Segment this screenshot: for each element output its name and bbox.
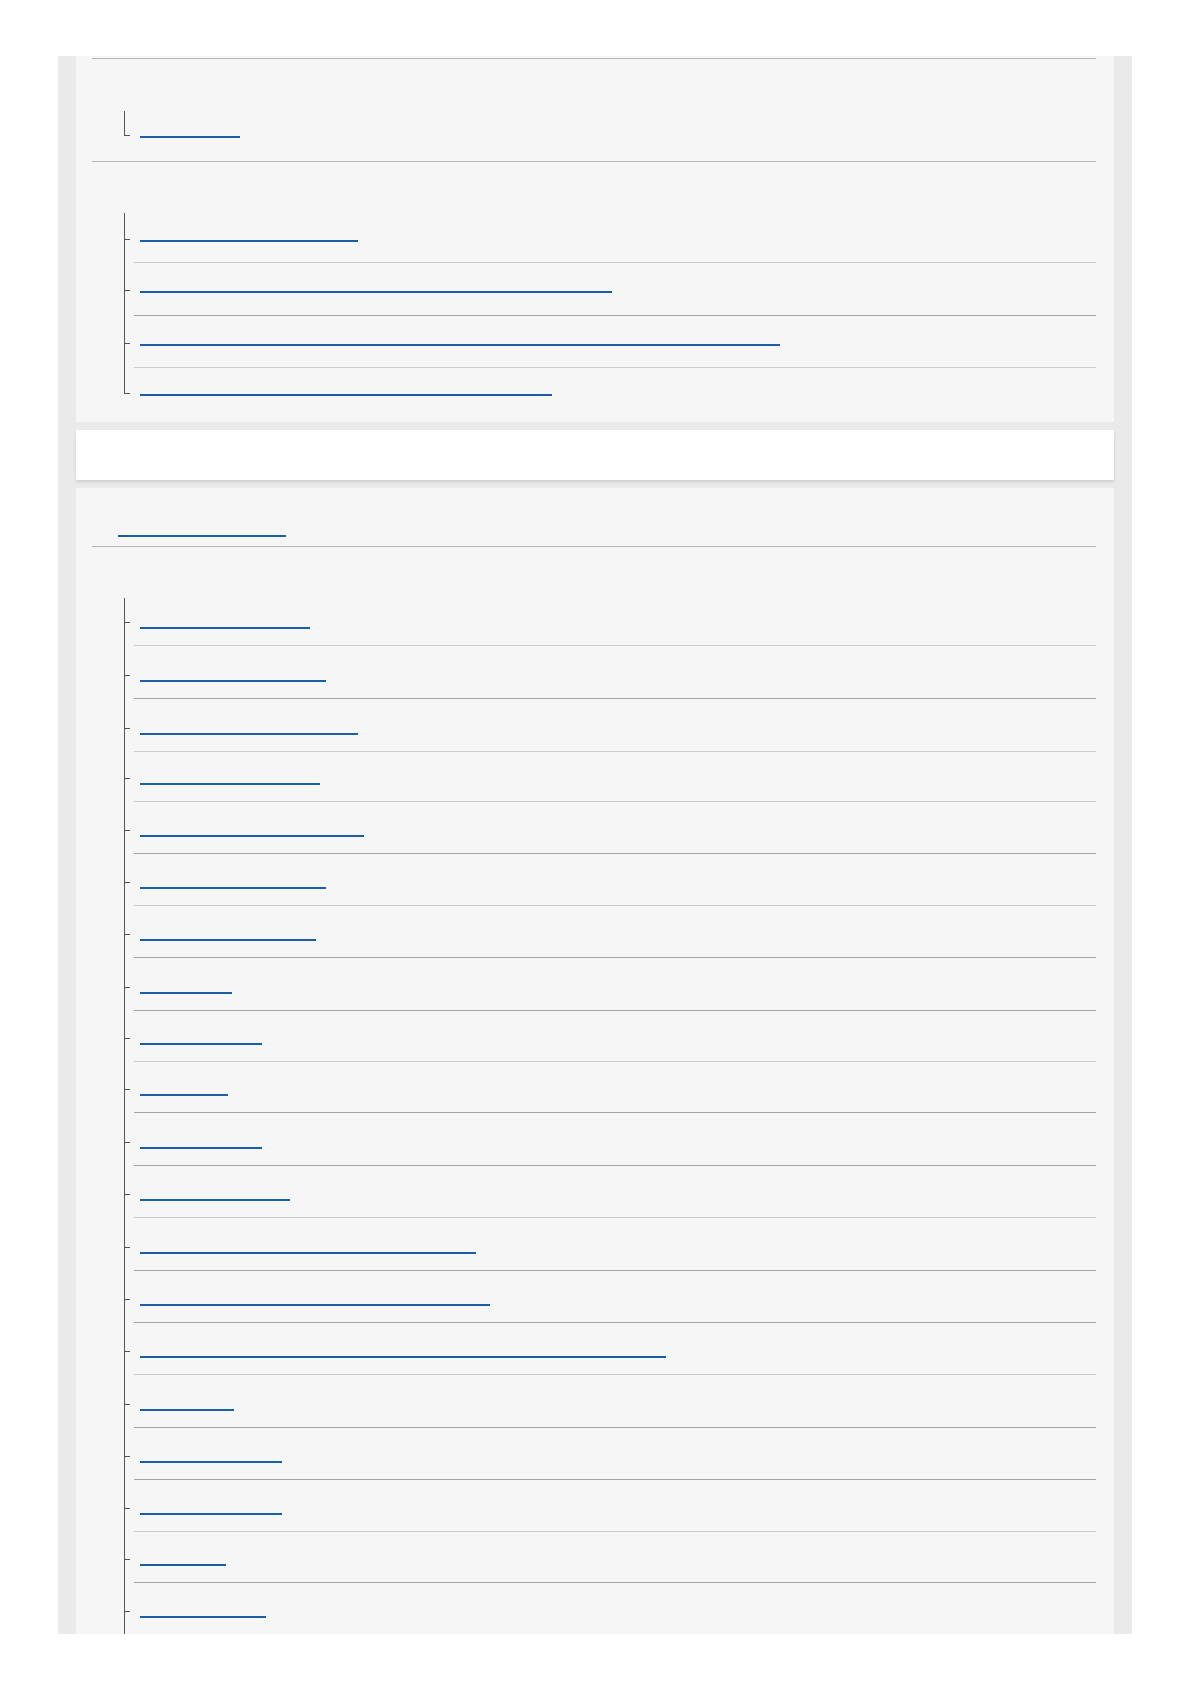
page-frame [58, 56, 1132, 1634]
divider [92, 546, 1096, 547]
toc-link[interactable] [140, 1447, 282, 1463]
toc-panel-2 [76, 488, 1114, 1634]
toc-link[interactable] [140, 1602, 266, 1618]
toc-link[interactable] [140, 1185, 290, 1201]
tree-tick [124, 728, 130, 729]
item-divider [134, 751, 1096, 752]
item-divider [134, 367, 1096, 368]
tree-line [124, 111, 125, 135]
tree-tick [124, 622, 130, 623]
tree-tick [124, 987, 130, 988]
tree-tick [124, 830, 130, 831]
item-divider [134, 1582, 1096, 1583]
toc-link[interactable] [140, 1550, 226, 1566]
tree-tick [124, 1299, 130, 1300]
toc-link[interactable] [140, 1080, 228, 1096]
toc-link[interactable] [140, 1238, 476, 1254]
toc-link[interactable] [140, 226, 358, 242]
item-divider [134, 801, 1096, 802]
toc-link[interactable] [140, 666, 326, 682]
item-divider [134, 1112, 1096, 1113]
tree-tick [124, 675, 130, 676]
item-divider [134, 1270, 1096, 1271]
tree-tick [124, 1456, 130, 1457]
tree-tick [124, 1247, 130, 1248]
toc-link[interactable] [140, 380, 552, 396]
item-divider [134, 698, 1096, 699]
tree-tick [124, 882, 130, 883]
item-divider [134, 1010, 1096, 1011]
toc-link[interactable] [140, 1342, 666, 1358]
toc-link[interactable] [140, 821, 364, 837]
item-divider [134, 1479, 1096, 1480]
toc-link[interactable] [140, 719, 358, 735]
item-divider [134, 1217, 1096, 1218]
item-divider [134, 1531, 1096, 1532]
toc-link[interactable] [140, 277, 612, 293]
tree-tick [124, 239, 130, 240]
toc-link[interactable] [140, 1133, 262, 1149]
tree-tick [124, 1508, 130, 1509]
divider [92, 161, 1096, 162]
tree-tick [124, 1038, 130, 1039]
toc-link[interactable] [140, 925, 316, 941]
toc-link[interactable] [140, 122, 240, 138]
tree-tick [124, 1142, 130, 1143]
toc-link[interactable] [140, 1029, 262, 1045]
section-gap [76, 430, 1114, 480]
tree-tick [124, 290, 130, 291]
toc-link[interactable] [140, 330, 780, 346]
item-divider [134, 905, 1096, 906]
toc-link[interactable] [140, 873, 326, 889]
tree-tick [124, 1351, 130, 1352]
toc-link[interactable] [140, 769, 320, 785]
toc-link[interactable] [140, 1499, 282, 1515]
item-divider [134, 645, 1096, 646]
tree-line [124, 213, 125, 393]
toc-link[interactable] [140, 1395, 234, 1411]
tree-tick [124, 1194, 130, 1195]
tree-line [124, 598, 125, 1634]
tree-tick [124, 1089, 130, 1090]
toc-link[interactable] [140, 613, 310, 629]
toc-link[interactable] [140, 1290, 490, 1306]
tree-tick [124, 1559, 130, 1560]
tree-tick [124, 1404, 130, 1405]
toc-link[interactable] [140, 978, 232, 994]
item-divider [134, 262, 1096, 263]
divider [92, 58, 1096, 59]
item-divider [134, 1374, 1096, 1375]
toc-panel-1 [76, 56, 1114, 422]
tree-tick [124, 393, 130, 394]
tree-tick [124, 135, 130, 136]
tree-tick [124, 343, 130, 344]
item-divider [134, 1427, 1096, 1428]
item-divider [134, 315, 1096, 316]
tree-tick [124, 934, 130, 935]
item-divider [134, 957, 1096, 958]
tree-tick [124, 1611, 130, 1612]
tree-tick [124, 778, 130, 779]
item-divider [134, 1061, 1096, 1062]
section-heading-link[interactable] [118, 521, 286, 537]
item-divider [134, 853, 1096, 854]
item-divider [134, 1165, 1096, 1166]
item-divider [134, 1322, 1096, 1323]
